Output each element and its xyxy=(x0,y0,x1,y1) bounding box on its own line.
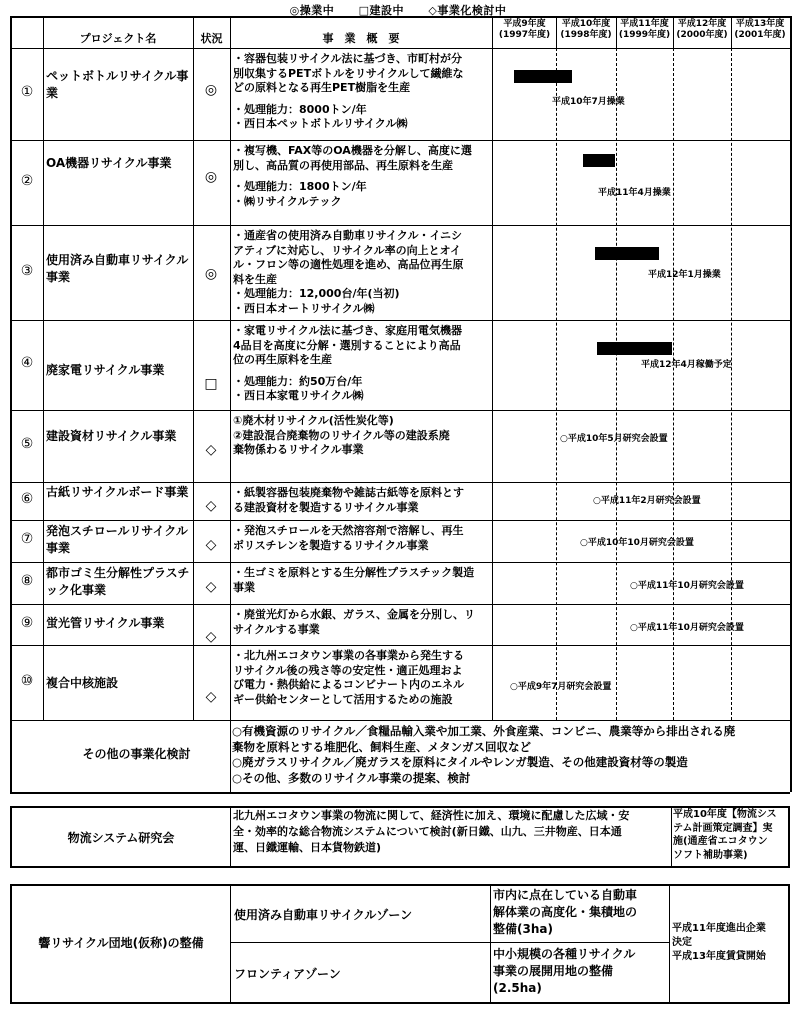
schedule-bar xyxy=(583,154,615,167)
table-rule xyxy=(492,16,493,720)
legend-planning: ◇事業化検討中 xyxy=(428,4,507,17)
row-number: ⑤ xyxy=(20,436,34,452)
project-name: 蛍光管リサイクル事業 xyxy=(46,616,165,630)
overview-line: 別し、高品質の再使用部品、再生原料を生産 xyxy=(233,158,453,172)
overview-line: ・紙製容器包装廃棄物や雑誌古紙等を原料とす xyxy=(233,486,464,499)
project-overview xyxy=(233,414,491,458)
overview-line: 料を生産 xyxy=(233,272,277,286)
schedule-annotation: ○平成11年10月研究会設置 xyxy=(630,623,744,633)
hibiki-zone-frontier: フロンティアゾーン xyxy=(234,967,341,981)
project-overview xyxy=(233,649,491,707)
overview-line: ギー供給センターとして活用するための施設 xyxy=(233,692,453,706)
status-mark: ◇ xyxy=(205,689,217,705)
project-name: 発泡スチロールリサイクル事業 xyxy=(46,524,188,555)
overview-line: ・家電リサイクル法に基づき、家庭用電気機器 xyxy=(233,324,463,337)
schedule-annotation: 平成11年4月操業 xyxy=(598,188,671,198)
schedule-annotation: 平成12年1月操業 xyxy=(648,270,721,280)
row-number: ② xyxy=(20,172,34,189)
project-overview xyxy=(233,486,491,515)
status-mark: □ xyxy=(204,376,218,392)
table-rule xyxy=(10,720,790,721)
project-name: 廃家電リサイクル事業 xyxy=(46,363,165,377)
overview-line: どの原料となる再生PET樹脂を生産 xyxy=(233,81,411,94)
row-number: ③ xyxy=(20,262,34,279)
other-list xyxy=(232,724,792,786)
schedule-bar xyxy=(597,342,672,355)
overview-line: ・㈱リサイクルテック xyxy=(233,194,342,208)
status-mark: ◇ xyxy=(205,579,217,595)
schedule-annotation: ○平成9年7月研究会設置 xyxy=(510,682,612,692)
logistics-description: 北九州エコタウン事業の物流に関して、経済性に加え、環境に配慮した広域・安 全・効率的な総合物流システムについて検討(新日鐵、山九、三井物産、日本通 運、日鐵運輸、日本貨物鉄道) xyxy=(233,809,630,854)
row-number: ⑥ xyxy=(20,491,34,507)
overview-line: び電力・熱供給によるコンビナート内のエネル xyxy=(233,678,464,691)
overview-line xyxy=(233,368,491,375)
legend-construction: □建設中 xyxy=(358,4,405,17)
overview-line: アティブに対応し、リサイクル率の向上とオイ xyxy=(233,243,462,257)
status-mark: ◎ xyxy=(204,169,218,185)
overview-line: ・容器包装リサイクル法に基づき、市町村が分 xyxy=(233,52,463,65)
project-overview xyxy=(233,524,491,553)
row-number: ⑦ xyxy=(20,531,34,547)
overview-line: ・生ゴミを原料とする生分解性プラスチック製造 xyxy=(233,566,475,579)
table-rule xyxy=(790,16,792,792)
overview-line: ・処理能力：1800トン/年 xyxy=(233,180,367,193)
overview-line: ・複写機、FAX等のOA機器を分解し、高度に選 xyxy=(233,144,472,157)
table-rule xyxy=(193,16,194,720)
overview-line: ・処理能力：約50万台/年 xyxy=(233,374,363,388)
overview-line: る建設資材を製造するリサイクル事業 xyxy=(233,500,419,514)
schedule-bar xyxy=(595,247,659,260)
row-number: ⑧ xyxy=(20,573,34,589)
overview-line: ・処理能力：12,000台/年(当初) xyxy=(233,287,400,300)
header-overview: 事 業 概 要 xyxy=(322,32,400,45)
status-mark: ◎ xyxy=(204,266,218,282)
project-name: 使用済み自動車リサイクル事業 xyxy=(46,253,189,284)
overview-line: ・処理能力：8000トン/年 xyxy=(233,102,367,116)
schedule-annotation: ○平成11年2月研究会設置 xyxy=(593,496,701,506)
table-rule xyxy=(616,48,617,720)
project-name: OA機器リサイクル事業 xyxy=(46,156,172,170)
project-overview xyxy=(233,324,491,404)
project-name: 複合中核施設 xyxy=(46,676,119,690)
hibiki-title: 響リサイクル団地(仮称)の整備 xyxy=(38,936,204,950)
year-header-1998: 平成10年度 (1998年度) xyxy=(560,19,612,40)
overview-line xyxy=(233,173,491,180)
table-rule xyxy=(230,16,231,792)
status-mark: ◇ xyxy=(205,498,217,514)
overview-line: ・西日本家電リサイクル㈱ xyxy=(233,389,364,402)
overview-line: 4品目を高度に分解・選別することにより高品 xyxy=(233,338,461,352)
status-mark: ◇ xyxy=(205,629,217,645)
table-rule xyxy=(10,792,790,794)
year-header-2001: 平成13年度 (2001年度) xyxy=(734,19,786,40)
schedule-annotation: ○平成10年10月研究会設置 xyxy=(580,538,694,548)
overview-line: 別収集するPETボトルをリサイクルして繊維な xyxy=(233,66,464,80)
year-header-1997: 平成9年度 (1997年度) xyxy=(498,19,551,40)
project-name: 都市ゴミ生分解性プラスチック化事業 xyxy=(46,566,190,597)
overview-line: ル・フロン等の適性処理を進め、高品位再生原 xyxy=(233,258,464,271)
project-overview xyxy=(233,608,491,637)
overview-line: サイクルする事業 xyxy=(233,622,320,636)
hibiki-zone-car: 使用済み自動車リサイクルゾーン xyxy=(234,908,413,922)
schedule-annotation: 平成10年7月操業 xyxy=(552,97,625,107)
overview-line: ・通産省の使用済み自動車リサイクル・イニシ xyxy=(233,229,463,242)
other-title: その他の事業化検討 xyxy=(82,747,191,761)
overview-line: ①廃木材リサイクル(活性炭化等) xyxy=(233,414,394,427)
header-status: 状況 xyxy=(200,32,223,45)
overview-line xyxy=(233,96,491,103)
logistics-title: 物流システム研究会 xyxy=(67,831,175,845)
year-header-2000: 平成12年度 (2000年度) xyxy=(676,19,728,40)
schedule-annotation: ○平成10年5月研究会設置 xyxy=(560,434,668,444)
table-rule xyxy=(556,48,557,720)
overview-line: ・発泡スチロールを天然溶容剤で溶解し、再生 xyxy=(233,524,464,537)
other-line: ○その他、多数のリサイクル事業の提案、検討 xyxy=(232,770,471,785)
schedule-annotation: 平成12年4月稼働予定 xyxy=(641,360,732,370)
hibiki-zone-car-description: 市内に点在している自動車 解体業の高度化・集積地の 整備(3ha) xyxy=(493,888,638,936)
other-line: ○廃ガラスリサイクル／廃ガラスを原料にタイルやレンガ製造、その他建設資材等の製造 xyxy=(232,755,688,769)
overview-line: リサイクル後の残さ等の安定性・適正処理およ xyxy=(233,663,463,677)
project-overview xyxy=(233,566,491,595)
project-name: 古紙リサイクルボード事業 xyxy=(46,485,189,499)
legend-operating: ◎操業中 xyxy=(289,4,335,17)
other-line: ○有機資源のリサイクル／食糧品輸入業や加工業、外食産業、コンビニ、農業等から排出される廃 xyxy=(232,724,736,738)
table-rule xyxy=(43,16,44,720)
status-mark: ◎ xyxy=(204,82,218,98)
overview-line: ・西日本オートリサイクル㈱ xyxy=(233,301,375,315)
row-number: ④ xyxy=(20,355,34,371)
overview-line: ・北九州エコタウン事業の各事業から発生する xyxy=(233,649,464,662)
row-number: ⑨ xyxy=(20,614,34,631)
project-name: ペットボトルリサイクル事業 xyxy=(46,69,189,100)
schedule-bar xyxy=(514,70,572,83)
project-overview xyxy=(233,52,491,132)
hibiki-note: 平成11年度進出企業 決定 平成13年度賃貸開始 xyxy=(672,923,766,962)
project-overview xyxy=(233,229,491,316)
overview-line: 事業 xyxy=(233,580,255,594)
overview-line: ・廃蛍光灯から水銀、ガラス、金属を分別し、リ xyxy=(233,608,475,621)
status-mark: ◇ xyxy=(205,442,217,458)
overview-line: 位の再生原料を生産 xyxy=(233,353,332,366)
other-line: 棄物を原料とする堆肥化、飼料生産、メタンガス回収など xyxy=(232,739,531,754)
row-number: ① xyxy=(20,84,34,100)
overview-line: ポリスチレンを製造するリサイクル事業 xyxy=(233,538,429,552)
overview-line: ・西日本ペットボトルリサイクル㈱ xyxy=(233,117,408,130)
year-header-1999: 平成11年度 (1999年度) xyxy=(618,19,671,40)
header-project-name: プロジェクト名 xyxy=(79,32,157,45)
status-mark: ◇ xyxy=(205,537,217,553)
project-name: 建設資材リサイクル事業 xyxy=(46,429,177,443)
overview-line: ②建設混合廃棄物のリサイクル等の建設系廃 xyxy=(233,428,450,442)
logistics-note: 平成10年度【物流シス テム計画策定調査】実 施(通産省エコタウン ソフト補助事業) xyxy=(673,809,777,861)
row-number: ⑩ xyxy=(20,672,34,689)
schedule-annotation: ○平成11年10月研究会設置 xyxy=(630,581,744,591)
project-overview xyxy=(233,144,491,209)
hibiki-zone-frontier-description: 中小規模の各種リサイクル 事業の展開用地の整備 (2.5ha) xyxy=(493,947,636,995)
overview-line: 棄物係わるリサイクル事業 xyxy=(233,443,364,456)
